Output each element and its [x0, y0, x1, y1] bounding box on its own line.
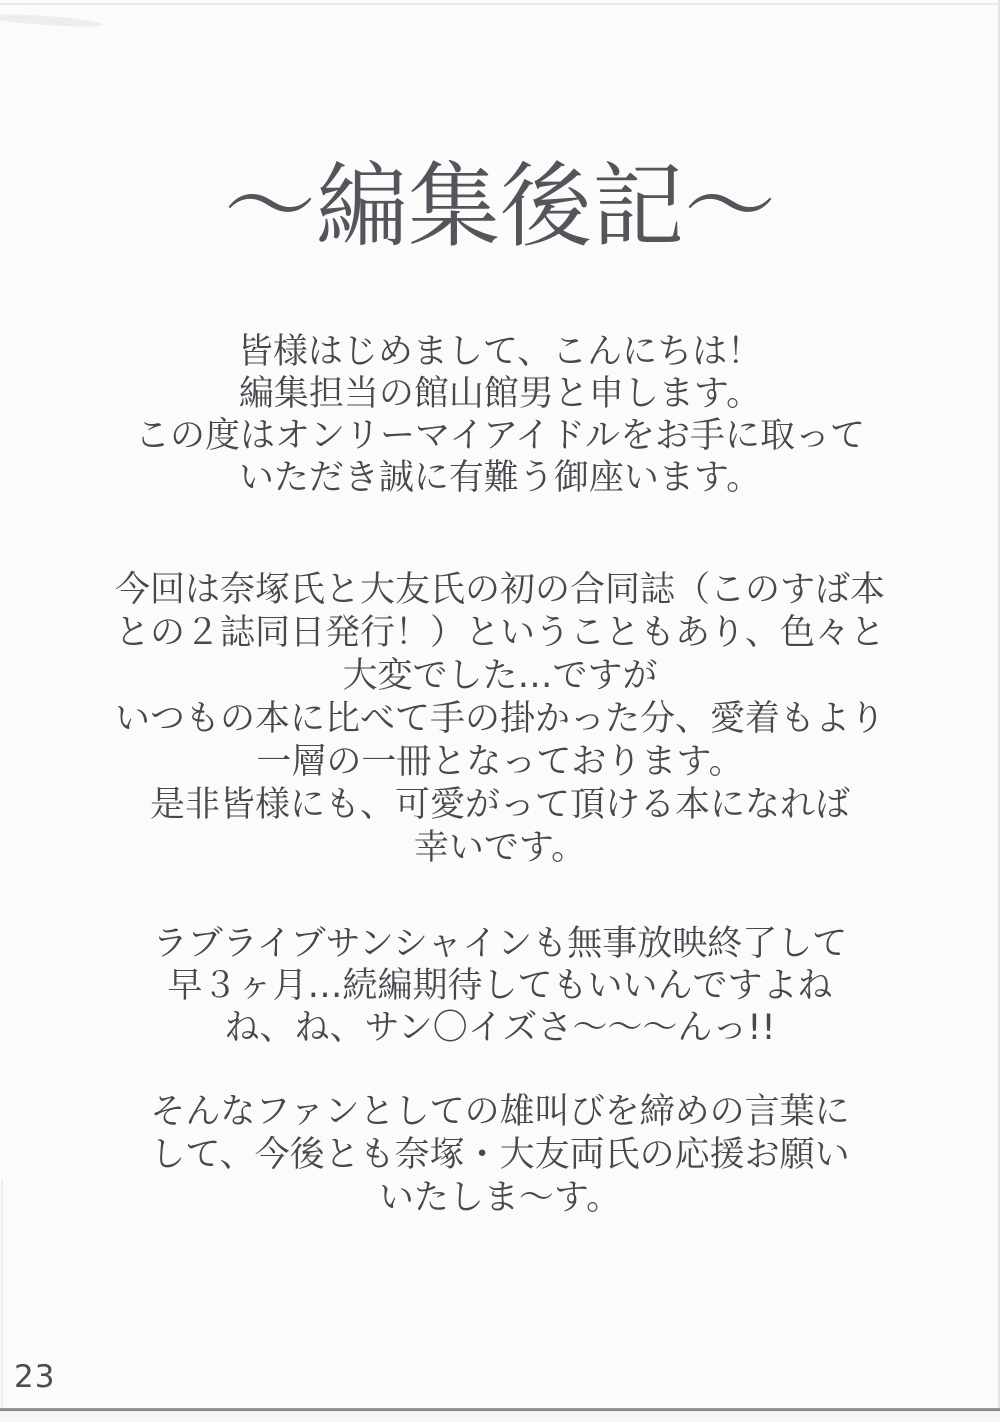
- text-line: 編集担当の館山館男と申します。: [238, 374, 762, 414]
- text-line: いたしま～す。: [378, 1178, 622, 1218]
- text-line: いただき誠に有難う御座います。: [238, 458, 762, 498]
- text-line: して、今後とも奈塚・大友両氏の応援お願い: [150, 1135, 850, 1175]
- paragraph-greeting: [0, 331, 1000, 499]
- text-line: 今回は奈塚氏と大友氏の初の合同誌（このすば本: [114, 570, 885, 610]
- scan-smudge-top-left: [0, 12, 103, 29]
- text-line: 是非皆様にも、可愛がって頂ける本になれば: [149, 785, 850, 825]
- text-line: 皆様はじめまして、こんにちは！: [237, 332, 763, 372]
- text-line: 早３ヶ月…続編期待してもいいんですよね: [167, 966, 833, 1006]
- text-line: 幸いです。: [413, 828, 587, 868]
- text-line: いつもの本に比べて手の掛かった分、愛着もより: [114, 699, 885, 739]
- text-line: との２誌同日発行！）ということもあり、色々と: [114, 613, 885, 653]
- text-line: ラブライブサンシャインも無事放映終了して: [152, 924, 848, 964]
- text-line: そんなファンとしての雄叫びを締めの言葉に: [150, 1092, 850, 1132]
- scan-edge-top: [0, 3, 1000, 5]
- page-title: ～編集後記～: [223, 153, 776, 260]
- text-line: 一層の一冊となっております。: [256, 742, 744, 782]
- scan-bottom-margin: [0, 1411, 1000, 1422]
- page-number: 23: [14, 1359, 56, 1395]
- paragraph-closing: [0, 1091, 1000, 1220]
- paragraph-sunshine-comment: [0, 923, 1000, 1049]
- paragraph-production-notes: [0, 569, 1000, 870]
- text-line: 大変でした…ですが: [342, 656, 658, 696]
- text-line: ね、ね、サン〇イズさ～～～んっ!!: [224, 1008, 776, 1048]
- text-line: この度はオンリーマイアイドルをお手に取って: [134, 416, 866, 456]
